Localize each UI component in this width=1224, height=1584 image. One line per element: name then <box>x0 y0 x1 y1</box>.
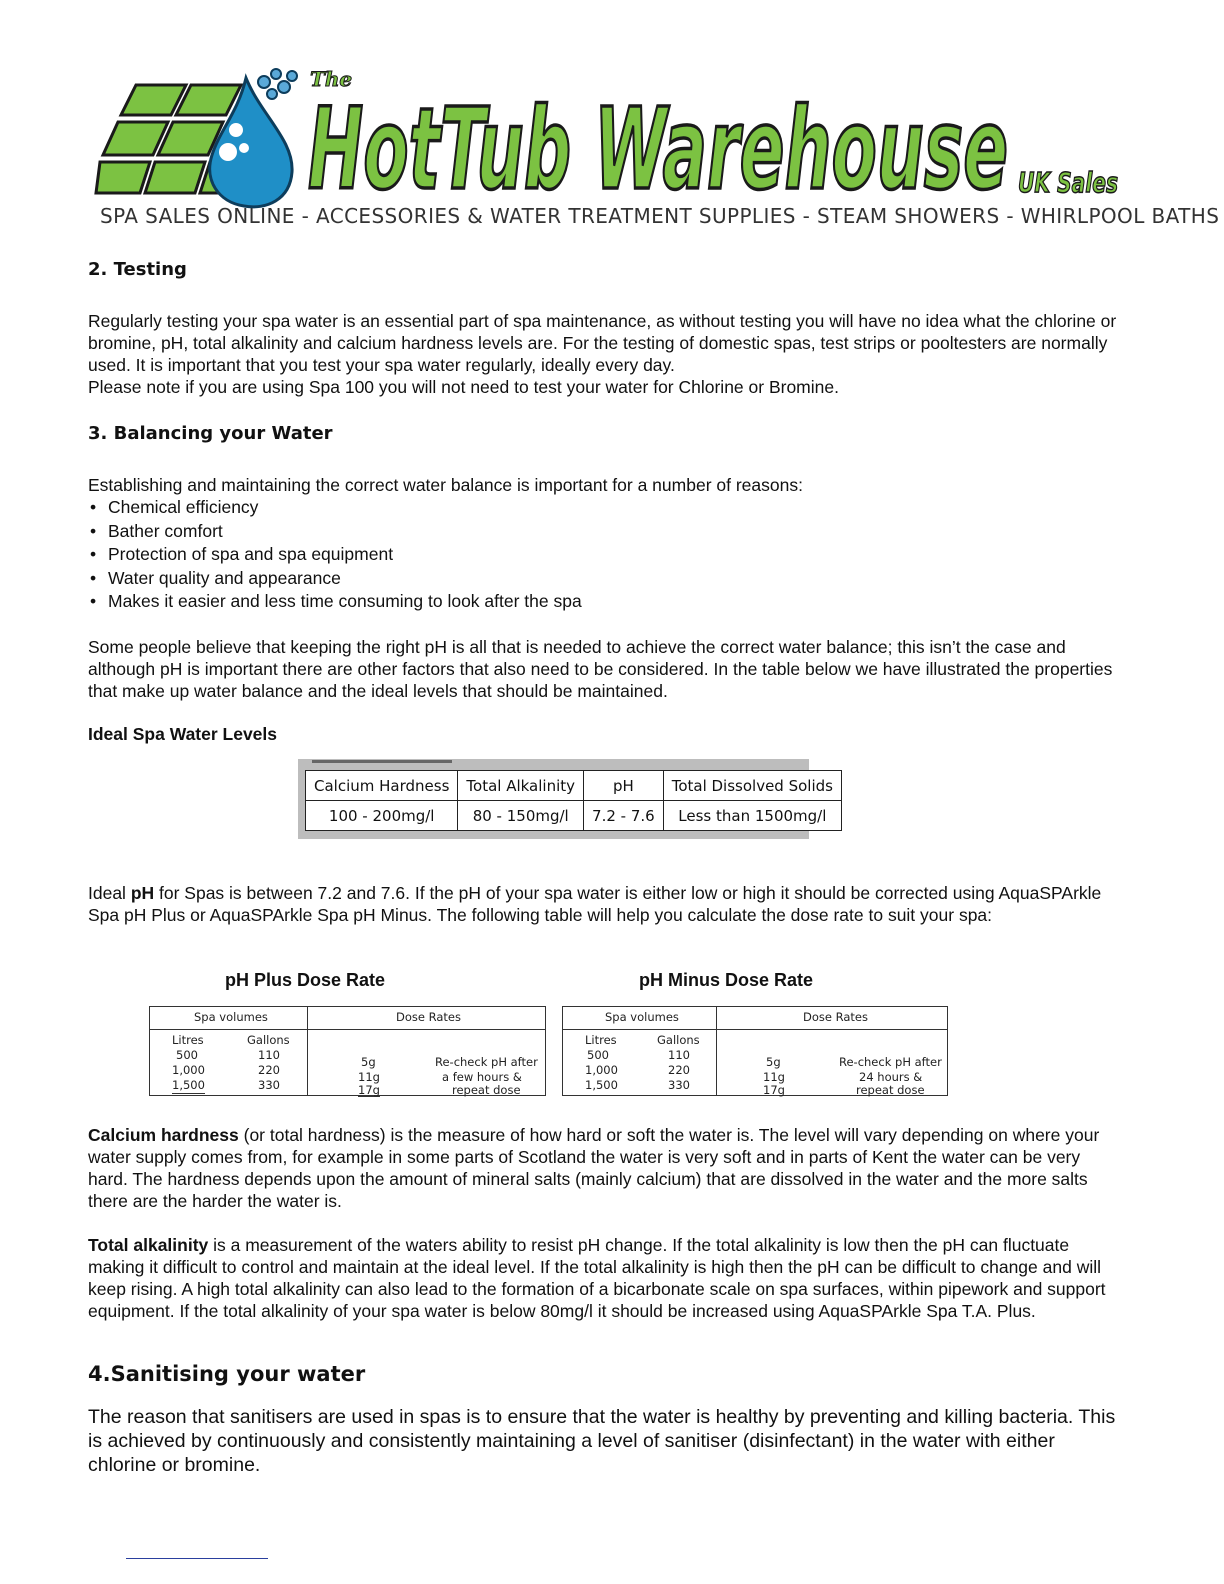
footnote-divider <box>126 1558 268 1559</box>
spa-volumes-header: Spa volumes <box>605 1010 679 1024</box>
table-cell: repeat dose <box>452 1083 521 1097</box>
list-item: • Makes it easier and less time consuming to look after the spa <box>88 590 582 614</box>
table-cell: 24 hours & <box>859 1070 923 1084</box>
testing-paragraph: Regularly testing your spa water is an essential part of spa maintenance, as without testing you will have no idea what the chlorine or bromine, pH, total alkalinity and calcium hardness levels are. For the testing of domestic spas, test strips or pooltesters are normally used. It is important that you test your spa water regularly, ideally every day. <box>88 311 1117 375</box>
logo-brand-text: HotTub Warehouse <box>308 85 1008 215</box>
table-cell: 500 <box>176 1048 198 1062</box>
list-item: • Bather comfort <box>88 520 582 544</box>
hottub-warehouse-logo <box>96 60 1126 215</box>
table-cell: 330 <box>258 1078 280 1092</box>
table-row <box>306 771 842 801</box>
table-cell: 11g <box>763 1070 785 1084</box>
table-cell: Re-check pH after <box>839 1055 942 1069</box>
table-cell: 500 <box>587 1048 609 1062</box>
litres-header: Litres <box>585 1033 617 1047</box>
calcium-paragraph: Calcium hardness (or total hardness) is the measure of how hard or soft the water is. The level will vary depending on where your water supply comes from, for example in some parts of Scotland the water is very soft and in parts of Kent the water can be very hard. The hardness depends upon the amount of mineral salts (mainly calcium) that are dissolved in the water and the more salts there are the harder the water is. <box>88 1125 1100 1211</box>
table-cell: 220 <box>668 1063 690 1077</box>
table-cell: 5g <box>766 1055 781 1069</box>
list-item: • Chemical efficiency <box>88 496 582 520</box>
section-heading-sanitising: 4.Sanitising your water <box>88 1362 366 1386</box>
table-cell: 80 - 150mg/l <box>458 801 584 831</box>
alkalinity-bold: Total alkalinity <box>88 1235 209 1255</box>
table-cell: 110 <box>258 1048 280 1062</box>
table-cell: 17g <box>763 1083 785 1097</box>
ph-plus-dose-table <box>149 1006 546 1096</box>
table-cell: 100 - 200mg/l <box>306 801 458 831</box>
logo-the-text: The <box>310 67 353 91</box>
gallons-header: Gallons <box>247 1033 290 1047</box>
table-cell: 1,500 <box>585 1078 618 1092</box>
table-cell: 1,000 <box>585 1063 618 1077</box>
section-heading-testing: 2. Testing <box>88 259 187 280</box>
ph-paragraph: Ideal pH for Spas is between 7.2 and 7.6. If the pH of your spa water is either low or high it should be corrected using AquaSPArkle Spa pH Plus or AquaSPArkle Spa pH Minus. The following table will help you calculate the dose rate to suit your spa: <box>88 883 1102 925</box>
table-cell: 11g <box>358 1070 380 1084</box>
ph-minus-dose-table <box>562 1006 948 1096</box>
table-cell: 1,500 <box>172 1078 205 1092</box>
ph-plus-title: pH Plus Dose Rate <box>225 970 386 990</box>
table-cell: Re-check pH after <box>435 1055 538 1069</box>
balancing-intro: Establishing and maintaining the correct water balance is important for a number of reasons: <box>88 475 803 495</box>
gallons-header: Gallons <box>657 1033 700 1047</box>
testing-note: Please note if you are using Spa 100 you will not need to test your water for Chlorine or Bromine. <box>88 377 839 397</box>
table-header-cell: Total Dissolved Solids <box>663 771 841 801</box>
dose-rates-header: Dose Rates <box>803 1010 868 1024</box>
cropped-caption-fragment <box>312 759 452 765</box>
section-heading-balancing: 3. Balancing your Water <box>88 423 333 444</box>
dose-rates-header: Dose Rates <box>396 1010 461 1024</box>
spa-volumes-header: Spa volumes <box>194 1010 268 1024</box>
logo-uk-sales-text: UK Sales <box>1018 166 1118 199</box>
ph-minus-title: pH Minus Dose Rate <box>639 970 814 990</box>
table-cell: 110 <box>668 1048 690 1062</box>
ideal-levels-table-image <box>298 759 833 839</box>
table-cell: 1,000 <box>172 1063 205 1077</box>
table-cell: 17g <box>358 1083 380 1097</box>
sanitising-paragraph: The reason that sanitisers are used in spas is to ensure that the water is healthy by preventing and killing bacteria. This is achieved by continuously and consistently maintaining a level of sanitiser (disinfectant) in the water with either chlorine or bromine. <box>88 1406 1116 1476</box>
litres-header: Litres <box>172 1033 204 1047</box>
table-header-cell: Total Alkalinity <box>458 771 584 801</box>
logo-tagline: SPA SALES ONLINE - ACCESSORIES & WATER TREATMENT SUPPLIES - STEAM SHOWERS - WHIRLPOOL BATHS <box>100 204 1220 228</box>
balance-paragraph: Some people believe that keeping the right pH is all that is needed to achieve the correct water balance; this isn’t the case and although pH is important there are other factors that also need to be considered. In the table below we have illustrated the properties that make up water balance and the ideal levels that should be maintained. <box>88 637 1113 701</box>
table-header-cell: Calcium Hardness <box>306 771 458 801</box>
alkalinity-paragraph: Total alkalinity is a measurement of the waters ability to resist pH change. If the total alkalinity is low then the pH can fluctuate making it difficult to control and maintain at the ideal level. If the total alkalinity is high then the pH can be difficult to change and will keep rising. A high total alkalinity can also lead to the formation of a bicarbonate scale on spa surfaces, within pipework and support equipment. If the total alkalinity of your spa water is below 80mg/l it should be increased using AquaSPArkle Spa T.A. Plus. <box>88 1235 1106 1321</box>
table-cell: 330 <box>668 1078 690 1092</box>
table-cell: a few hours & <box>442 1070 522 1084</box>
table-cell: 220 <box>258 1063 280 1077</box>
list-item: • Water quality and appearance <box>88 567 582 591</box>
list-item: • Protection of spa and spa equipment <box>88 543 582 567</box>
reasons-list <box>88 496 582 614</box>
table-cell: Less than 1500mg/l <box>663 801 841 831</box>
ideal-levels-title: Ideal Spa Water Levels <box>88 724 278 744</box>
table-row <box>306 801 842 831</box>
ph-bold: pH <box>130 883 155 903</box>
table-cell: 5g <box>361 1055 376 1069</box>
calcium-bold: Calcium hardness <box>88 1125 239 1145</box>
table-cell: 7.2 - 7.6 <box>584 801 664 831</box>
table-cell: repeat dose <box>856 1083 925 1097</box>
ideal-levels-table <box>305 770 842 831</box>
table-header-cell: pH <box>584 771 664 801</box>
